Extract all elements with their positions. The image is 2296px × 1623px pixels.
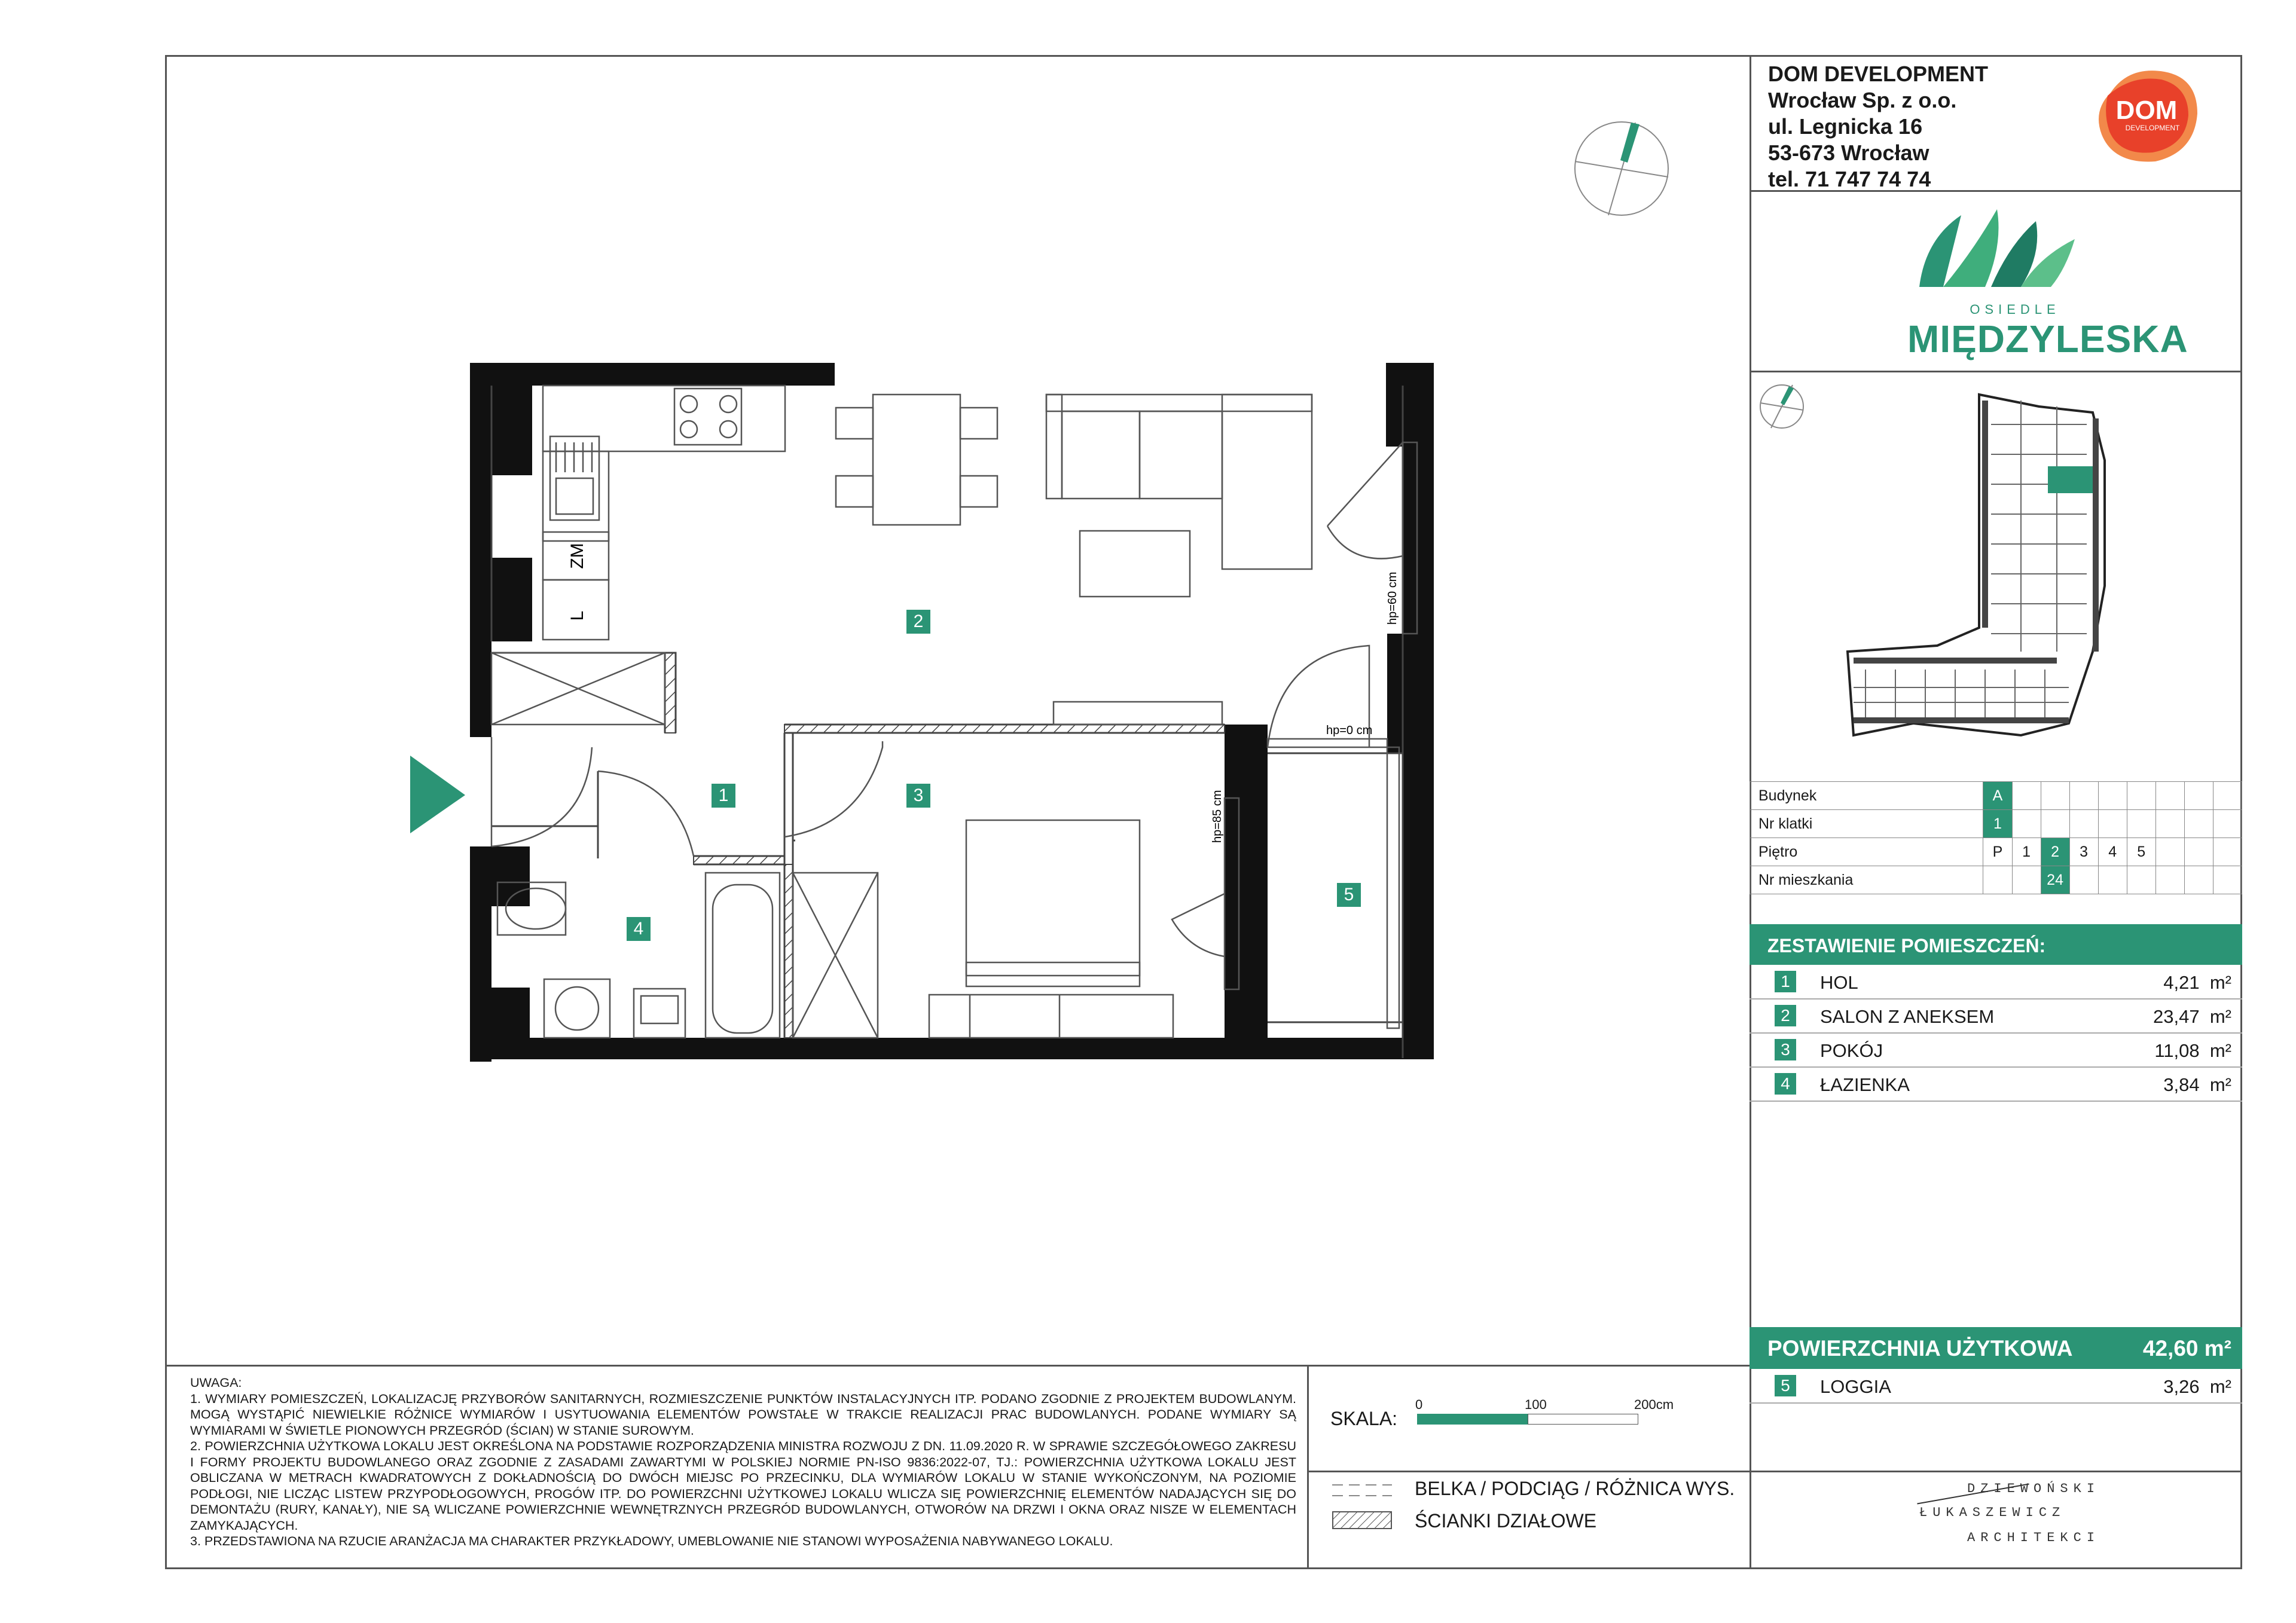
location-cell xyxy=(1983,866,2012,894)
room-row-area: 4,21 m² xyxy=(2163,972,2231,993)
room-row-name: SALON Z ANEKSEM xyxy=(1820,1006,1995,1027)
beam-legend-text: BELKA / PODCIĄG / RÓŻNICA WYS. xyxy=(1415,1478,1735,1499)
company-entity: Wrocław Sp. z o.o. xyxy=(1768,88,1957,112)
location-cell xyxy=(2012,782,2041,810)
location-row xyxy=(1750,810,2242,838)
location-cell xyxy=(2127,866,2155,894)
loggia-underline xyxy=(1750,1402,2242,1404)
location-cell xyxy=(2069,810,2098,838)
location-cell xyxy=(2155,866,2184,894)
location-row-label: Nr klatki xyxy=(1750,810,1983,838)
room-row-name: HOL xyxy=(1820,972,1858,993)
architect-logo-line2: ŁUKASZEWICZ xyxy=(1919,1505,2066,1520)
room-number-4: 4 xyxy=(627,917,651,941)
location-cell: P xyxy=(1983,838,2012,866)
estate-logo xyxy=(1907,197,2188,365)
location-cell: 5 xyxy=(2127,838,2155,866)
location-cell xyxy=(2098,782,2127,810)
location-cell: 2 xyxy=(2041,838,2069,866)
note-item-2: 2. POWIERZCHNIA UŻYTKOWA LOKALU JEST OKREŚLONA NA PODSTAWIE ROZPORZĄDZENIA MINISTRA ROZWOJU Z DN. 11.09.2020 R. W SPRAWIE SZCZEGÓŁOWEGO ZAKRESU I FORMY PROJEKTU BUDOWLANEGO ORAZ ZGODNIE Z ZASADAMI ZAWARTYMI W POLSKIEJ NORMIE PN-ISO 9836:2022-07, TJ.: POWIERZCHNIA UŻYTKOWA LOKALU JEST OBLICZANA W METRACH KWADRATOWYCH Z DOKŁADNOŚCIĄ DO DWÓCH MIEJSC PO PRZECINKU, DLA WYMIARÓW LOKALU W STANIE WYKOŃCZONYM, NA POZIOMIE PODŁOGI, NIE LICZĄC LISTEW PRZYPODŁOGOWYCH, PROGÓW ITP. DO POWIERZCHNI UŻYTKOWEJ LOKALU WLICZA SIĘ POWIERZCHNIĘ ELEMENTÓW NADAJĄCYCH SIĘ DO DEMONTAŻU (RURY, KANAŁY), NIE SĄ WLICZANE POWIERZCHNIE WEWNĘTRZNYCH PRZEGRÓD BUDOWLANYCH, OTWORÓW NA DRZWI I OKNA ORAZ NISZE W ELEMENTACH ZAMYKAJĄCYCH. xyxy=(190,1439,1296,1533)
location-cell: 24 xyxy=(2041,866,2069,894)
room-row xyxy=(1750,965,2240,998)
entrance-arrow-icon xyxy=(410,756,465,833)
room-number-1: 1 xyxy=(712,784,735,808)
location-row xyxy=(1750,838,2242,866)
scale-bar xyxy=(1417,1414,1638,1426)
rooms-header-text: ZESTAWIENIE POMIESZCZEŃ: xyxy=(1767,935,2046,956)
rooms-header xyxy=(1750,924,2242,965)
partition-legend-text: ŚCIANKI DZIAŁOWE xyxy=(1415,1510,1597,1532)
divider-scale xyxy=(1307,1471,1750,1472)
room-row-area: 3,84 m² xyxy=(2163,1074,2231,1095)
note-item-1: 1. WYMIARY POMIESZCZEŃ, LOKALIZACJĘ PRZYBORÓW SANITARNYCH, ROZMIESZCZENIE PUNKTÓW INSTALACYJNYCH ITP. PODANO ZGODNIE Z PROJEKTEM BUDOWLANYM. MOGĄ WYSTĄPIĆ NIEWIELKIE RÓŻNICE WYMIARÓW I USYTUOWANIA ELEMENTÓW POWSTAŁE W TRAKCIE REALIZACJI PRAC BUDOWLANYCH. PODANE WYMIARY SĄ WYMIARAMI W ŚWIETLE PIONOWYCH PRZEGRÓD (ŚCIAN) W STANIE SUROWYM. xyxy=(190,1391,1296,1438)
location-cell xyxy=(2041,810,2069,838)
location-cell xyxy=(2155,810,2184,838)
dom-development-logo xyxy=(2087,63,2206,170)
location-cell xyxy=(2213,866,2242,894)
company-block xyxy=(1768,61,1988,192)
dishwasher-label: L xyxy=(567,610,587,621)
location-table xyxy=(1750,781,2242,894)
room-row-number: 1 xyxy=(1775,971,1796,992)
room-row-area: 11,08 m² xyxy=(2154,1040,2231,1061)
estate-logo-large: MIĘDZYLESKA xyxy=(1907,317,2188,360)
location-cell xyxy=(2012,866,2041,894)
location-cell xyxy=(2127,782,2155,810)
window-living-height: hp=60 cm xyxy=(1386,571,1399,625)
note-item-3: 3. PRZEDSTAWIONA NA RZUCIE ARANŻACJA MA CHARAKTER PRZYKŁADOWY, UMEBLOWANIE NIE STANOWI WYPOSAŻENIA NABYWANEGO LOKALU. xyxy=(190,1534,1113,1548)
architect-logo-line1: DZIEWOŃSKI xyxy=(1967,1481,2100,1496)
room-row-name: ŁAZIENKA xyxy=(1820,1074,1910,1095)
notes-title: UWAGA: xyxy=(190,1376,242,1390)
location-cell xyxy=(2155,782,2184,810)
building-keyplan xyxy=(1842,389,2141,747)
location-cell xyxy=(2213,838,2242,866)
location-cell: 1 xyxy=(1983,810,2012,838)
room-row-area: 23,47 m² xyxy=(2153,1006,2231,1027)
location-cell xyxy=(2184,866,2213,894)
loggia-number: 5 xyxy=(1775,1375,1796,1396)
scale-tick-200: 200cm xyxy=(1634,1397,1674,1412)
company-name: DOM DEVELOPMENT xyxy=(1768,62,1989,86)
keyplan-compass-icon xyxy=(1758,383,1806,430)
location-cell xyxy=(2098,810,2127,838)
location-cell: 4 xyxy=(2098,838,2127,866)
usable-area-label: POWIERZCHNIA UŻYTKOWA xyxy=(1767,1336,2073,1361)
room-row xyxy=(1750,1067,2240,1101)
dom-logo-bottom: DEVELOPMENT xyxy=(2125,124,2180,132)
room-row-number: 3 xyxy=(1775,1039,1796,1060)
fridge-label: ZM xyxy=(567,543,587,569)
location-row xyxy=(1750,866,2242,894)
room-row xyxy=(1750,1033,2240,1066)
room-number-5: 5 xyxy=(1337,883,1361,907)
location-cell xyxy=(2184,810,2213,838)
location-cell: 1 xyxy=(2012,838,2041,866)
beam-legend-icon xyxy=(1332,1481,1392,1499)
location-cell xyxy=(2213,782,2242,810)
room-row-number: 2 xyxy=(1775,1005,1796,1026)
location-cell xyxy=(2155,838,2184,866)
usable-area-value: 42,60 m² xyxy=(2142,1336,2231,1361)
divider-footer xyxy=(165,1365,1750,1367)
partition-legend-icon xyxy=(1332,1511,1392,1529)
estate-logo-small: OSIEDLE xyxy=(1970,302,2060,317)
location-row-label: Nr mieszkania xyxy=(1750,866,1983,894)
location-cell xyxy=(2213,810,2242,838)
architect-logo xyxy=(1913,1481,2100,1559)
location-row-label: Piętro xyxy=(1750,838,1983,866)
divider-notes xyxy=(1307,1365,1309,1569)
scale-tick-100: 100 xyxy=(1525,1397,1547,1412)
scale-label: SKALA: xyxy=(1330,1408,1398,1429)
window-bedroom-height: hp=85 cm xyxy=(1211,790,1224,843)
company-city: 53-673 Wrocław xyxy=(1768,140,1929,165)
location-cell: 3 xyxy=(2069,838,2098,866)
company-phone: tel. 71 747 74 74 xyxy=(1768,167,1931,191)
loggia-row xyxy=(1750,1369,2240,1402)
room-row-number: 4 xyxy=(1775,1073,1796,1095)
company-street: ul. Legnicka 16 xyxy=(1768,114,1923,139)
divider-estate xyxy=(1750,371,2242,372)
location-cell xyxy=(2012,810,2041,838)
architect-logo-line3: ARCHITEKCI xyxy=(1967,1530,2100,1545)
location-cell xyxy=(2184,782,2213,810)
room-number-3: 3 xyxy=(906,784,930,808)
loggia-area: 3,26 m² xyxy=(2163,1376,2231,1397)
divider-sidebar-bottom xyxy=(1750,1471,2242,1472)
loggia-name: LOGGIA xyxy=(1820,1376,1891,1397)
usable-area-bar xyxy=(1750,1327,2242,1369)
location-row-label: Budynek xyxy=(1750,782,1983,810)
location-cell xyxy=(2069,866,2098,894)
location-cell xyxy=(2184,838,2213,866)
location-row xyxy=(1750,782,2242,810)
location-cell xyxy=(2098,866,2127,894)
location-cell: A xyxy=(1983,782,2012,810)
room-number-2: 2 xyxy=(906,610,930,634)
room-row-divider xyxy=(1750,1101,2242,1102)
location-cell xyxy=(2041,782,2069,810)
notes-block xyxy=(190,1375,1296,1549)
dom-logo-top: DOM xyxy=(2115,96,2178,125)
scale-tick-0: 0 xyxy=(1415,1397,1423,1412)
room-row-name: POKÓJ xyxy=(1820,1040,1883,1061)
door-loggia-height: hp=0 cm xyxy=(1326,724,1373,737)
location-cell xyxy=(2069,782,2098,810)
room-row xyxy=(1750,999,2240,1032)
exterior-walls xyxy=(470,363,1434,1062)
location-cell xyxy=(2127,810,2155,838)
